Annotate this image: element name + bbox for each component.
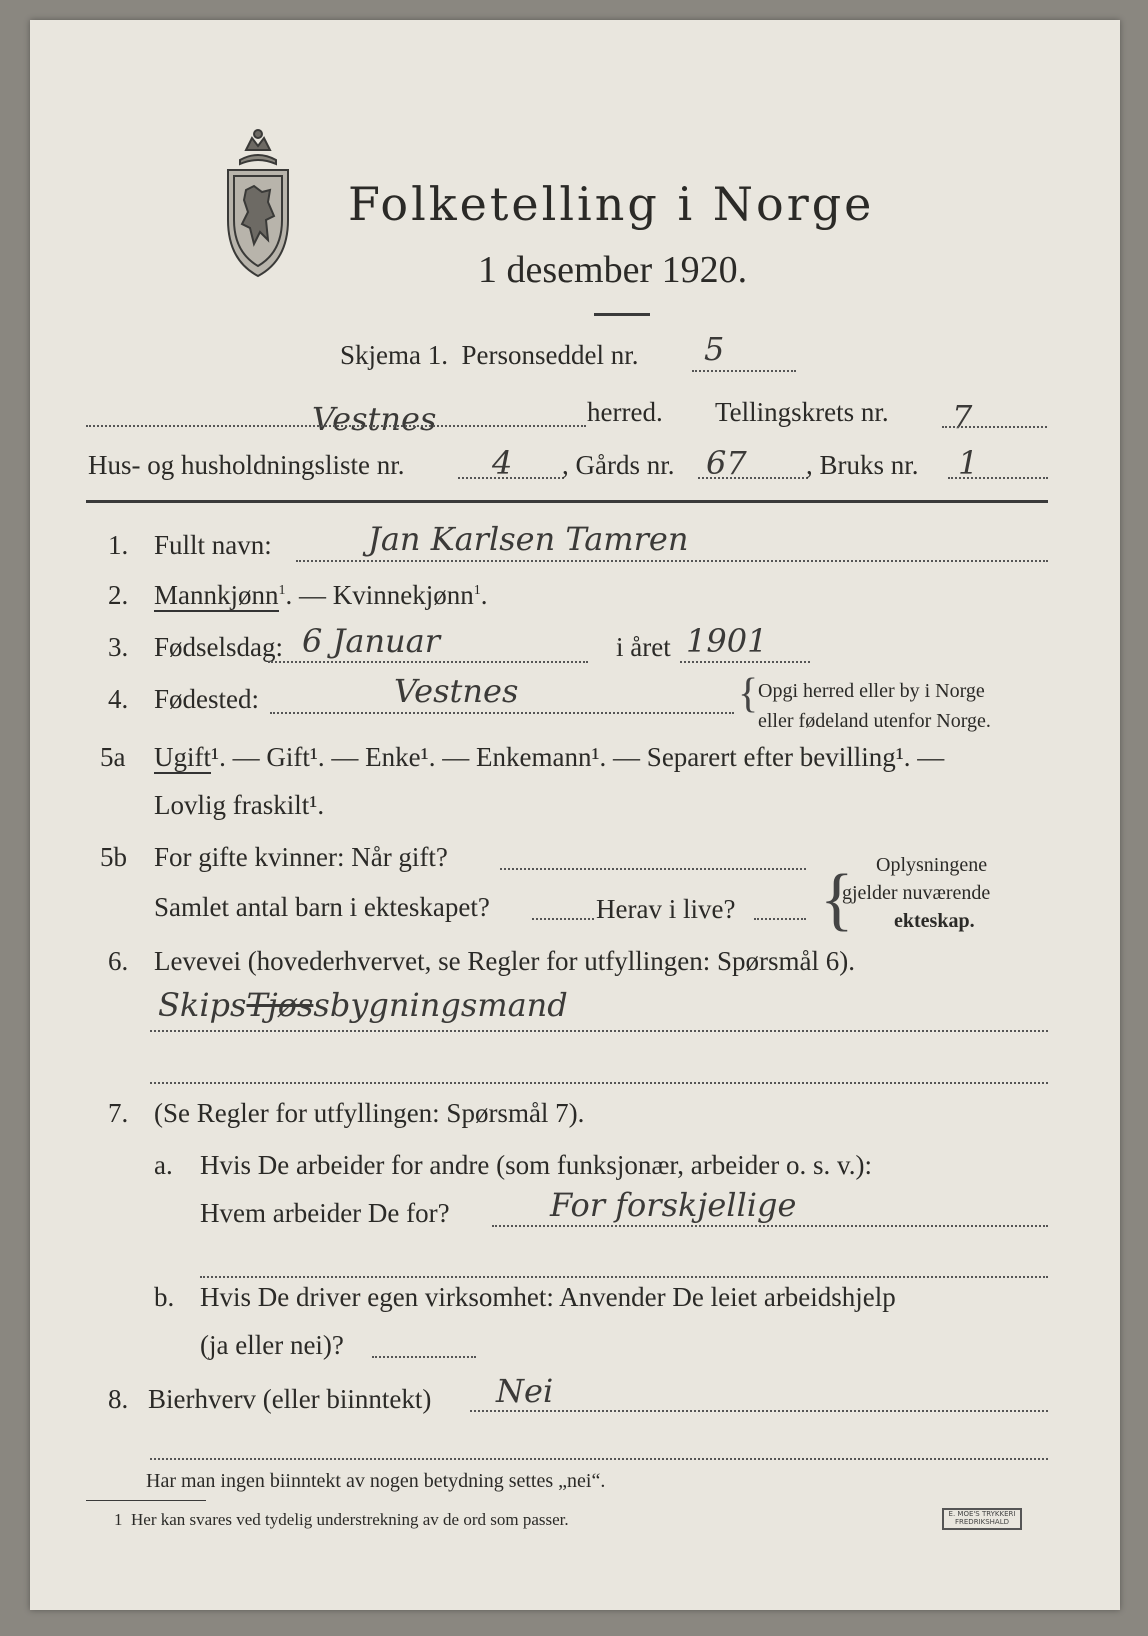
q3-year-label: i året <box>616 632 671 662</box>
q7a-text2: Hvem arbeider De for? <box>200 1198 450 1228</box>
header-separator <box>86 500 1048 503</box>
q7a-text: Hvis De arbeider for andre (som funksjonær, arbeider o. s. v.): <box>200 1150 872 1180</box>
q5b-note-line2: gjelder nuværende <box>842 882 991 904</box>
q3-label: Fødselsdag: <box>154 632 284 662</box>
q7-number: 7. <box>108 1098 129 1128</box>
q4-label: Fødested: <box>154 684 259 714</box>
q5b-label1: For gifte kvinner: Når gift? <box>154 842 448 872</box>
census-form-page: Folketelling i Norge 1 desember 1920. Skjema 1. Personseddel nr. 5 Vestnes herred. Tellingskrets nr. 7 Hus- og husholdningsliste nr. 4 , Gårds nr. 67 , Bruks nr. 1 1. Fullt navn: Jan Karlsen Tamren 2. Mannkjønn$^1$. — Kvinnekjønn$^1$. 3. Fødselsdag: 6 Januar i året 1901 4. Fødested: Vestnes { Opgi herred eller by i Norge eller fødeland utenfor Norge. 5a Ugift¹. — Gift¹. — Enke¹. — Enkemann¹. — Separert efter bevilling¹. — Lovlig fraskilt¹. 5b For gifte kvinner: Når gift? Samlet antal barn i ekteskapet? Herav i live? { Oplysningene gjelder nuværende ekteskap. 6. Levevei (hovederhvervet, se Regler for utfyllingen: Spørsmål 6). SkipsTjøssbygningsmand 7. (Se Regler for utfyllingen: Spørsmål 7). a. Hvis De arbeider for andre (som funksjonær, arbeider o. s. v.): Hvem arbeider De for? For forskjellige b. Hvis De driver egen virksomhet: Anvender De leiet arbeidshjelp (ja eller nei)? 8. Bierhverv (eller biinntekt) Nei Har man ingen biinntekt av nogen betydning settes „nei“. 1 Her kan svares ved tydelig understrekning av de ord som passer. E. MOE'S TRYKKERI FREDRIKSHALD <box>30 20 1120 1610</box>
q5b-label2: Samlet antal barn i ekteskapet? <box>154 892 490 922</box>
tellingskrets-value[interactable]: 7 <box>952 398 973 436</box>
census-date: 1 desember 1920. <box>478 249 748 291</box>
q5a-number: 5a <box>100 742 126 772</box>
q7b-text2: (ja eller nei)? <box>200 1330 344 1360</box>
hus-label: Hus- og husholdningsliste nr. <box>88 450 405 480</box>
q5a-line2: Lovlig fraskilt¹. <box>154 790 325 820</box>
q8-number: 8. <box>108 1384 129 1414</box>
bruks-value[interactable]: 1 <box>958 444 979 482</box>
q5b-label3: Herav i live? <box>596 894 736 924</box>
occupation-value[interactable]: SkipsTjøssbygningsmand <box>158 986 568 1024</box>
q1-label: Fullt navn: <box>154 530 272 560</box>
full-name-value[interactable]: Jan Karlsen Tamren <box>368 520 689 558</box>
q5b-number: 5b <box>100 842 127 872</box>
children-alive-field[interactable] <box>754 918 806 920</box>
personseddel-value[interactable]: 5 <box>704 330 725 368</box>
married-date-field[interactable] <box>500 868 806 870</box>
norwegian-lion-coat-of-arms-icon <box>218 120 298 280</box>
birthday-value[interactable]: 6 Januar <box>302 622 441 660</box>
herred-value[interactable]: Vestnes <box>312 400 437 438</box>
q8-label: Bierhverv (eller biinntekt) <box>148 1384 432 1414</box>
skjema-label: Skjema 1. Personseddel nr. <box>340 340 639 370</box>
children-total-field[interactable] <box>532 918 594 920</box>
q5a-options: Ugift¹. — Gift¹. — Enke¹. — Enkemann¹. — Separert efter bevilling¹. — <box>154 742 945 772</box>
q7-label: (Se Regler for utfyllingen: Spørsmål 7). <box>154 1098 585 1128</box>
footnote-rule <box>86 1500 206 1501</box>
form-title: Folketelling i Norge <box>348 177 875 231</box>
q2-gender-options: Mannkjønn$^1$. — Kvinnekjønn$^1$. <box>154 580 488 610</box>
ugift-option[interactable]: Ugift <box>154 742 211 772</box>
q7b-text: Hvis De driver egen virksomhet: Anvender De leiet arbeidshjelp <box>200 1282 896 1312</box>
q5b-note-line1: Oplysningene <box>876 854 988 876</box>
q4-note-line1: Opgi herred eller by i Norge <box>758 680 985 702</box>
hus-value[interactable]: 4 <box>492 444 513 482</box>
female-option[interactable]: Kvinnekjønn <box>332 580 474 610</box>
bruks-label: , Bruks nr. <box>806 450 919 480</box>
q8-note: Har man ingen biinntekt av nogen betydning settes „nei“. <box>146 1470 606 1492</box>
printer-stamp: E. MOE'S TRYKKERI FREDRIKSHALD <box>942 1508 1022 1530</box>
q4-note-line2: eller fødeland utenfor Norge. <box>758 710 991 732</box>
q7b-letter: b. <box>154 1282 175 1312</box>
q2-number: 2. <box>108 580 129 610</box>
q7a-letter: a. <box>154 1150 173 1180</box>
tellingskrets-label: Tellingskrets nr. <box>715 397 889 427</box>
q4-number: 4. <box>108 684 129 714</box>
gards-label: , Gårds nr. <box>562 450 675 480</box>
q6-number: 6. <box>108 946 129 976</box>
herred-label: herred. <box>587 397 663 427</box>
gards-value[interactable]: 67 <box>706 444 747 482</box>
birth-year-value[interactable]: 1901 <box>686 622 768 660</box>
q6-label: Levevei (hovederhvervet, se Regler for utfyllingen: Spørsmål 6). <box>154 946 856 976</box>
footnote: 1 Her kan svares ved tydelig understrekning av de ord som passer. <box>114 1510 569 1529</box>
secondary-income-value[interactable]: Nei <box>496 1372 554 1410</box>
title-divider <box>594 313 650 316</box>
male-option[interactable]: Mannkjønn <box>154 580 279 610</box>
q1-number: 1. <box>108 530 129 560</box>
hired-help-field[interactable] <box>372 1356 476 1358</box>
q5b-note-line3: ekteskap. <box>894 910 975 932</box>
employer-value[interactable]: For forskjellige <box>550 1186 797 1224</box>
birthplace-value[interactable]: Vestnes <box>394 672 519 710</box>
q3-number: 3. <box>108 632 129 662</box>
